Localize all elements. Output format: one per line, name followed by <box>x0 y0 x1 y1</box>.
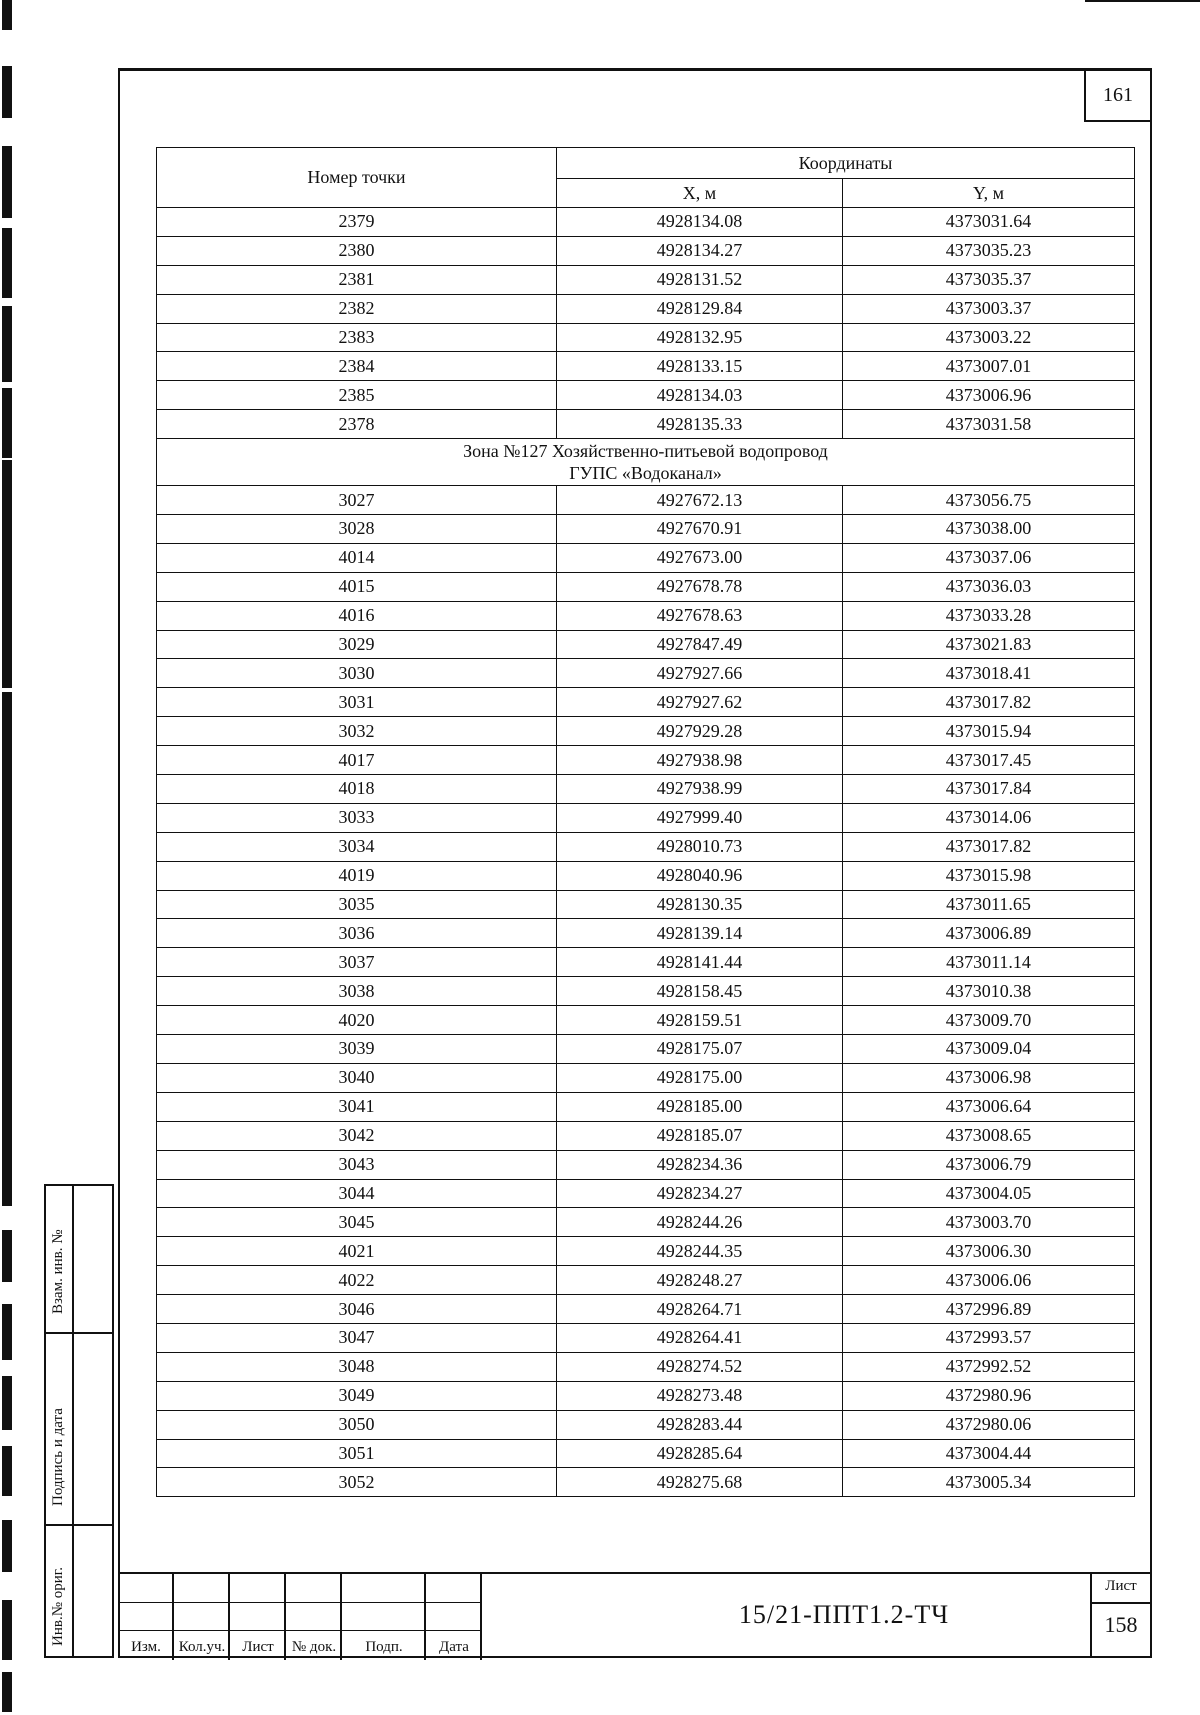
binding-mark <box>2 1672 12 1712</box>
table-row <box>157 1179 1135 1208</box>
point-number-cell: 3029 <box>157 630 557 659</box>
sheet-number: 158 <box>1104 1612 1138 1637</box>
table-row <box>157 919 1135 948</box>
table-row <box>157 1063 1135 1092</box>
y-coordinate-cell: 4373015.98 <box>843 861 1135 890</box>
point-number-cell: 2385 <box>157 381 557 410</box>
zone-caption <box>157 439 1135 486</box>
point-number-cell: 4015 <box>157 572 557 601</box>
x-coordinate-cell: 4928133.15 <box>557 352 843 381</box>
y-coordinate-cell: 4373006.89 <box>843 919 1135 948</box>
binding-mark <box>2 842 12 926</box>
table-row <box>157 1266 1135 1295</box>
y-coordinate-cell: 4373033.28 <box>843 601 1135 630</box>
binding-mark <box>2 0 12 30</box>
y-coordinate-cell: 4373009.70 <box>843 1006 1135 1035</box>
y-coordinate-cell: 4373056.75 <box>843 486 1135 515</box>
x-coordinate-cell: 4928275.68 <box>557 1468 843 1497</box>
y-coordinate-cell: 4373006.96 <box>843 381 1135 410</box>
x-coordinate-cell: 4928040.96 <box>557 861 843 890</box>
table-row <box>157 746 1135 775</box>
table-row <box>157 1237 1135 1266</box>
y-coordinate-cell: 4372992.52 <box>843 1352 1135 1381</box>
table-row <box>157 688 1135 717</box>
table-row <box>157 948 1135 977</box>
point-number-cell: 4022 <box>157 1266 557 1295</box>
table-row <box>157 861 1135 890</box>
table-row <box>157 352 1135 381</box>
y-coordinate-cell: 4373010.38 <box>843 977 1135 1006</box>
table-row <box>157 1006 1135 1035</box>
binding-mark <box>2 1148 12 1206</box>
tb-col-podp: Подп. <box>342 1574 426 1660</box>
binding-mark <box>2 766 12 842</box>
y-coordinate-cell: 4373031.58 <box>843 410 1135 439</box>
x-coordinate-cell: 4927678.63 <box>557 601 843 630</box>
x-coordinate-cell: 4927938.98 <box>557 746 843 775</box>
zone-title: Зона №127 Хозяйственно-питьевой водопровод <box>463 441 828 462</box>
y-coordinate-cell: 4373031.64 <box>843 208 1135 237</box>
tb-col-list: Лист <box>230 1574 286 1660</box>
y-coordinate-cell: 4373004.05 <box>843 1179 1135 1208</box>
sheet-label: Лист <box>1092 1578 1150 1604</box>
table-row <box>157 1208 1135 1237</box>
point-number-cell: 2380 <box>157 236 557 265</box>
tb-col-data: Дата <box>426 1574 482 1660</box>
point-number-cell: 3044 <box>157 1179 557 1208</box>
side-cell-inv-orig <box>46 1526 112 1656</box>
y-coordinate-cell: 4373037.06 <box>843 543 1135 572</box>
table-row <box>157 486 1135 515</box>
point-number-cell: 3049 <box>157 1381 557 1410</box>
y-coordinate-cell: 4373004.44 <box>843 1439 1135 1468</box>
point-number-cell: 2378 <box>157 410 557 439</box>
table-row <box>157 1150 1135 1179</box>
point-number-cell: 4016 <box>157 601 557 630</box>
zone-owner: ГУПС «Водоканал» <box>569 463 722 484</box>
y-coordinate-cell: 4373035.37 <box>843 265 1135 294</box>
y-coordinate-cell: 4373005.34 <box>843 1468 1135 1497</box>
binding-mark <box>2 1520 12 1572</box>
y-coordinate-cell: 4373006.06 <box>843 1266 1135 1295</box>
point-number-cell: 2384 <box>157 352 557 381</box>
side-label-podpis-data: Подпись и дата <box>50 1408 66 1506</box>
y-coordinate-cell: 4372980.96 <box>843 1381 1135 1410</box>
x-coordinate-cell: 4928234.36 <box>557 1150 843 1179</box>
point-number-cell: 3037 <box>157 948 557 977</box>
table-row <box>157 601 1135 630</box>
tb-col-izm: Изм. <box>118 1574 174 1660</box>
x-coordinate-cell: 4927927.62 <box>557 688 843 717</box>
point-number-cell: 4020 <box>157 1006 557 1035</box>
point-number-cell: 4014 <box>157 543 557 572</box>
y-coordinate-cell: 4373006.64 <box>843 1092 1135 1121</box>
point-number-cell: 3039 <box>157 1035 557 1064</box>
point-number-cell: 3032 <box>157 717 557 746</box>
y-coordinate-cell: 4373038.00 <box>843 515 1135 544</box>
x-coordinate-cell: 4928129.84 <box>557 294 843 323</box>
y-coordinate-cell: 4373003.22 <box>843 323 1135 352</box>
point-number-cell: 3051 <box>157 1439 557 1468</box>
table-row <box>157 1323 1135 1352</box>
binding-mark <box>2 388 12 458</box>
point-number-cell: 2379 <box>157 208 557 237</box>
point-number-cell: 4019 <box>157 861 557 890</box>
point-number-cell: 3047 <box>157 1323 557 1352</box>
y-coordinate-cell: 4373011.14 <box>843 948 1135 977</box>
zone-row <box>157 439 1135 486</box>
x-coordinate-cell: 4927999.40 <box>557 803 843 832</box>
point-number-cell: 3028 <box>157 515 557 544</box>
binding-mark <box>2 228 12 298</box>
binding-mark <box>2 66 12 118</box>
table-row <box>157 1410 1135 1439</box>
point-number-cell: 2383 <box>157 323 557 352</box>
y-coordinate-cell: 4372993.57 <box>843 1323 1135 1352</box>
y-coordinate-cell: 4373015.94 <box>843 717 1135 746</box>
point-number-cell: 3050 <box>157 1410 557 1439</box>
table-row <box>157 1121 1135 1150</box>
binding-mark <box>2 616 12 688</box>
y-coordinate-cell: 4373003.70 <box>843 1208 1135 1237</box>
point-number-cell: 3027 <box>157 486 557 515</box>
y-coordinate-cell: 4373006.79 <box>843 1150 1135 1179</box>
tb-col-nom-dok: № док. <box>286 1574 342 1660</box>
table-row <box>157 1295 1135 1324</box>
table-row <box>157 977 1135 1006</box>
table-row <box>157 659 1135 688</box>
x-coordinate-cell: 4928134.08 <box>557 208 843 237</box>
side-label-vzam-inv: Взам. инв. № <box>50 1229 66 1314</box>
y-coordinate-cell: 4373008.65 <box>843 1121 1135 1150</box>
point-number-cell: 3046 <box>157 1295 557 1324</box>
x-coordinate-cell: 4928158.45 <box>557 977 843 1006</box>
coordinates-table <box>156 147 1135 1497</box>
x-coordinate-cell: 4928264.71 <box>557 1295 843 1324</box>
x-coordinate-cell: 4928134.27 <box>557 236 843 265</box>
table-row <box>157 323 1135 352</box>
point-number-cell: 2382 <box>157 294 557 323</box>
y-coordinate-cell: 4373011.65 <box>843 890 1135 919</box>
x-coordinate-cell: 4928131.52 <box>557 265 843 294</box>
point-number-cell: 3048 <box>157 1352 557 1381</box>
point-number-cell: 3041 <box>157 1092 557 1121</box>
x-coordinate-cell: 4928185.00 <box>557 1092 843 1121</box>
x-coordinate-cell: 4927670.91 <box>557 515 843 544</box>
x-coordinate-cell: 4928285.64 <box>557 1439 843 1468</box>
x-coordinate-cell: 4927929.28 <box>557 717 843 746</box>
point-number-cell: 3035 <box>157 890 557 919</box>
table-row <box>157 294 1135 323</box>
title-block <box>118 1572 1152 1658</box>
y-coordinate-cell: 4373021.83 <box>843 630 1135 659</box>
header-y: Y, м <box>843 179 1135 208</box>
binding-mark <box>2 460 12 536</box>
table-row <box>157 265 1135 294</box>
y-coordinate-cell: 4373035.23 <box>843 236 1135 265</box>
binding-mark <box>2 1600 12 1660</box>
binding-mark <box>2 306 12 382</box>
point-number-cell: 4017 <box>157 746 557 775</box>
point-number-cell: 3030 <box>157 659 557 688</box>
page-number-top: 161 <box>1084 70 1150 122</box>
x-coordinate-cell: 4928175.00 <box>557 1063 843 1092</box>
side-label-inv-orig: Инв.№ ориг. <box>50 1567 66 1646</box>
binding-mark <box>2 1446 12 1496</box>
x-coordinate-cell: 4928274.52 <box>557 1352 843 1381</box>
point-number-cell: 4018 <box>157 775 557 804</box>
y-coordinate-cell: 4373007.01 <box>843 352 1135 381</box>
side-stamp-block <box>44 1184 114 1658</box>
x-coordinate-cell: 4928244.26 <box>557 1208 843 1237</box>
header-coordinates: Координаты <box>557 148 1135 179</box>
y-coordinate-cell: 4372980.06 <box>843 1410 1135 1439</box>
y-coordinate-cell: 4373018.41 <box>843 659 1135 688</box>
x-coordinate-cell: 4928248.27 <box>557 1266 843 1295</box>
table-row <box>157 832 1135 861</box>
x-coordinate-cell: 4928130.35 <box>557 890 843 919</box>
y-coordinate-cell: 4373017.82 <box>843 832 1135 861</box>
x-coordinate-cell: 4927847.49 <box>557 630 843 659</box>
x-coordinate-cell: 4928135.33 <box>557 410 843 439</box>
binding-mark <box>2 1304 12 1360</box>
document-code: 15/21-ППТ1.2-ТЧ <box>738 1600 950 1629</box>
y-coordinate-cell: 4372996.89 <box>843 1295 1135 1324</box>
header-x: X, м <box>557 179 843 208</box>
x-coordinate-cell: 4928159.51 <box>557 1006 843 1035</box>
tb-col-kol-uch: Кол.уч. <box>174 1574 230 1660</box>
x-coordinate-cell: 4928234.27 <box>557 1179 843 1208</box>
binding-mark <box>2 692 12 772</box>
y-coordinate-cell: 4373017.82 <box>843 688 1135 717</box>
x-coordinate-cell: 4928010.73 <box>557 832 843 861</box>
table-row <box>157 236 1135 265</box>
binding-mark <box>2 146 12 218</box>
x-coordinate-cell: 4927673.00 <box>557 543 843 572</box>
binding-mark <box>2 1376 12 1430</box>
point-number-cell: 3043 <box>157 1150 557 1179</box>
side-cell-vzam <box>46 1186 112 1334</box>
point-number-cell: 3031 <box>157 688 557 717</box>
y-coordinate-cell: 4373017.84 <box>843 775 1135 804</box>
x-coordinate-cell: 4927927.66 <box>557 659 843 688</box>
y-coordinate-cell: 4373006.30 <box>843 1237 1135 1266</box>
point-number-cell: 4021 <box>157 1237 557 1266</box>
x-coordinate-cell: 4928244.35 <box>557 1237 843 1266</box>
table-row <box>157 1092 1135 1121</box>
x-coordinate-cell: 4928141.44 <box>557 948 843 977</box>
x-coordinate-cell: 4927672.13 <box>557 486 843 515</box>
x-coordinate-cell: 4928273.48 <box>557 1381 843 1410</box>
y-coordinate-cell: 4373036.03 <box>843 572 1135 601</box>
table-row <box>157 515 1135 544</box>
point-number-cell: 3052 <box>157 1468 557 1497</box>
binding-mark <box>2 916 12 996</box>
binding-mark <box>2 536 12 618</box>
table-row <box>157 1439 1135 1468</box>
sheet-box <box>1090 1574 1150 1658</box>
x-coordinate-cell: 4928134.03 <box>557 381 843 410</box>
point-number-cell: 3033 <box>157 803 557 832</box>
table-row <box>157 572 1135 601</box>
table-row <box>157 630 1135 659</box>
table-body-b <box>157 486 1135 1497</box>
y-coordinate-cell: 4373009.04 <box>843 1035 1135 1064</box>
table-row <box>157 1035 1135 1064</box>
point-number-cell: 3042 <box>157 1121 557 1150</box>
table-body-a <box>157 208 1135 439</box>
point-number-cell: 3038 <box>157 977 557 1006</box>
x-coordinate-cell: 4928283.44 <box>557 1410 843 1439</box>
point-number-cell: 2381 <box>157 265 557 294</box>
top-rule <box>1085 0 1200 2</box>
table-row <box>157 208 1135 237</box>
table-row <box>157 410 1135 439</box>
x-coordinate-cell: 4928175.07 <box>557 1035 843 1064</box>
binding-mark <box>2 996 12 1078</box>
x-coordinate-cell: 4927938.99 <box>557 775 843 804</box>
x-coordinate-cell: 4928264.41 <box>557 1323 843 1352</box>
y-coordinate-cell: 4373003.37 <box>843 294 1135 323</box>
table-row <box>157 1381 1135 1410</box>
table-row <box>157 381 1135 410</box>
table-row <box>157 775 1135 804</box>
table-row <box>157 890 1135 919</box>
x-coordinate-cell: 4928132.95 <box>557 323 843 352</box>
table-row <box>157 543 1135 572</box>
y-coordinate-cell: 4373017.45 <box>843 746 1135 775</box>
side-cell-podpis <box>46 1334 112 1526</box>
point-number-cell: 3036 <box>157 919 557 948</box>
y-coordinate-cell: 4373014.06 <box>843 803 1135 832</box>
header-point-number: Номер точки <box>157 148 557 208</box>
point-number-cell: 3034 <box>157 832 557 861</box>
table-row <box>157 803 1135 832</box>
table-row <box>157 1352 1135 1381</box>
binding-mark <box>2 1230 12 1282</box>
x-coordinate-cell: 4928185.07 <box>557 1121 843 1150</box>
x-coordinate-cell: 4927678.78 <box>557 572 843 601</box>
y-coordinate-cell: 4373006.98 <box>843 1063 1135 1092</box>
point-number-cell: 3045 <box>157 1208 557 1237</box>
table-row <box>157 717 1135 746</box>
table-row <box>157 1468 1135 1497</box>
point-number-cell: 3040 <box>157 1063 557 1092</box>
x-coordinate-cell: 4928139.14 <box>557 919 843 948</box>
